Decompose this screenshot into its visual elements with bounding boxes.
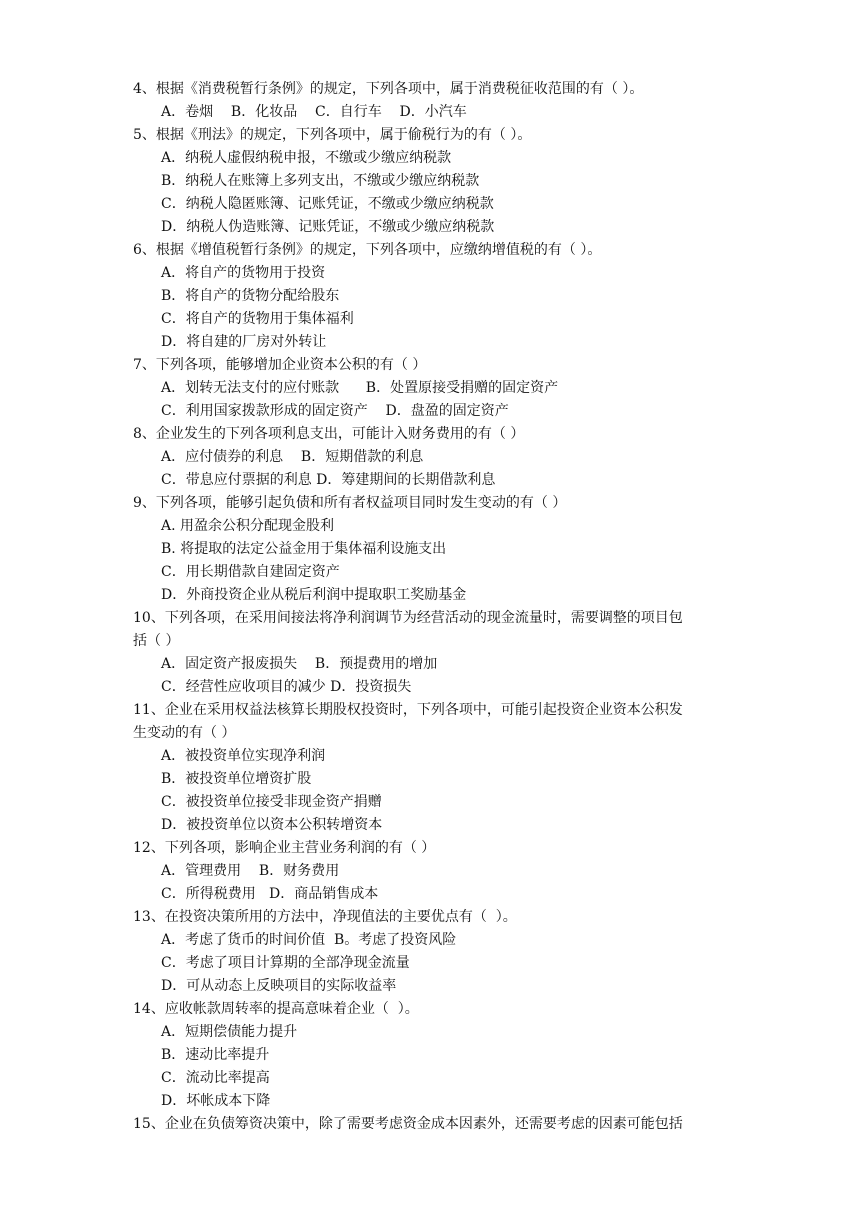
question-4: 4、根据《消费税暂行条例》的规定，下列各项中，属于消费税征收范围的有（ ）。 [133, 81, 644, 97]
options-10ab: A．固定资产报废损失 B．预提费用的增加 [161, 656, 438, 672]
question-11-cont: 生变动的有（ ） [133, 725, 236, 741]
options-12cd: C．所得税费用 D．商品销售成本 [161, 886, 379, 902]
question-8: 8、企业发生的下列各项利息支出，可能计入财务费用的有（ ） [133, 426, 525, 442]
option-5b: B．纳税人在账簿上多列支出，不缴或少缴应纳税款 [161, 173, 480, 189]
options-10cd: C．经营性应收项目的减少 D．投资损失 [161, 679, 412, 695]
options-4: A．卷烟 B．化妆品 C．自行车 D．小汽车 [161, 104, 467, 120]
options-8ab: A．应付债券的利息 B．短期借款的利息 [161, 449, 424, 465]
option-6c: C．将自产的货物用于集体福利 [161, 311, 354, 327]
options-8cd: C．带息应付票据的利息 D．筹建期间的长期借款利息 [161, 472, 496, 488]
option-9a: A. 用盈余公积分配现金股利 [161, 518, 335, 534]
question-13: 13、在投资决策所用的方法中，净现值法的主要优点有（ ）。 [133, 909, 517, 925]
options-12ab: A．管理费用 B．财务费用 [161, 863, 340, 879]
options-13ab: A．考虑了货币的时间价值 B。考虑了投资风险 [161, 932, 457, 948]
option-14d: D．坏帐成本下降 [161, 1093, 271, 1109]
options-7cd: C．利用国家拨款形成的固定资产 D．盘盈的固定资产 [161, 403, 509, 419]
option-6a: A．将自产的货物用于投资 [161, 265, 326, 281]
option-6b: B．将自产的货物分配给股东 [161, 288, 340, 304]
option-14c: C．流动比率提高 [161, 1070, 270, 1086]
question-10-cont: 括（ ） [133, 633, 180, 649]
option-11c: C．被投资单位接受非现金资产捐赠 [161, 794, 382, 810]
question-11: 11、企业在采用权益法核算长期股权投资时，下列各项中，可能引起投资企业资本公积发 [133, 702, 683, 718]
option-13c: C．考虑了项目计算期的全部净现金流量 [161, 955, 410, 971]
option-14a: A．短期偿债能力提升 [161, 1024, 298, 1040]
option-9d: D．外商投资企业从税后利润中提取职工奖励基金 [161, 587, 467, 603]
question-14: 14、应收帐款周转率的提高意味着企业（ ）。 [133, 1001, 419, 1017]
question-9: 9、下列各项，能够引起负债和所有者权益项目同时发生变动的有（ ） [133, 495, 567, 511]
options-7ab: A．划转无法支付的应付账款 B．处置原接受捐赠的固定资产 [161, 380, 559, 396]
option-9c: C．用长期借款自建固定资产 [161, 564, 340, 580]
question-15: 15、企业在负债筹资决策中，除了需要考虑资金成本因素外，还需要考虑的因素可能包括 [133, 1116, 683, 1132]
option-5d: D．纳税人伪造账簿、记账凭证，不缴或少缴应纳税款 [161, 219, 495, 235]
question-7: 7、下列各项，能够增加企业资本公积的有（ ） [133, 357, 427, 373]
option-11a: A．被投资单位实现净利润 [161, 748, 326, 764]
question-6: 6、根据《增值税暂行条例》的规定，下列各项中，应缴纳增值税的有（ ）。 [133, 242, 602, 258]
option-14b: B．速动比率提升 [161, 1047, 270, 1063]
option-13d: D．可从动态上反映项目的实际收益率 [161, 978, 397, 994]
option-9b: B. 将提取的法定公益金用于集体福利设施支出 [161, 541, 447, 557]
question-5: 5、根据《刑法》的规定，下列各项中，属于偷税行为的有（ ）。 [133, 127, 532, 143]
option-6d: D．将自建的厂房对外转让 [161, 334, 327, 350]
option-11d: D．被投资单位以资本公积转增资本 [161, 817, 383, 833]
option-5a: A．纳税人虚假纳税申报，不缴或少缴应纳税款 [161, 150, 452, 166]
option-11b: B．被投资单位增资扩股 [161, 771, 312, 787]
question-12: 12、下列各项，影响企业主营业务利润的有（ ） [133, 840, 436, 856]
question-10: 10、下列各项，在采用间接法将净利润调节为经营活动的现金流量时，需要调整的项目包 [133, 610, 683, 626]
option-5c: C．纳税人隐匿账簿、记账凭证，不缴或少缴应纳税款 [161, 196, 494, 212]
